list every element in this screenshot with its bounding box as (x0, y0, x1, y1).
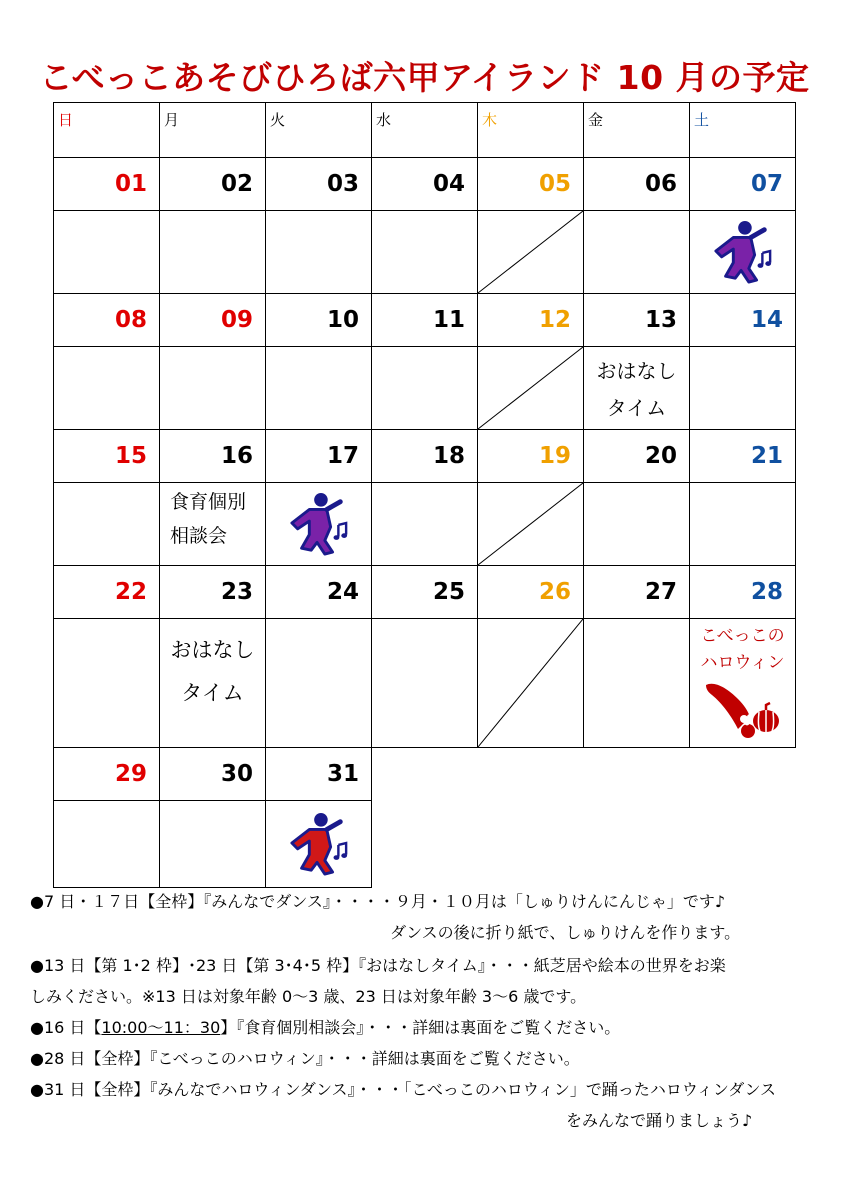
note-food (30, 1012, 820, 1043)
note-dance: ●7 日・１７日【全枠】『みんなでダンス』・・・・９月・１０月は「しゅりけんにんじゃ」です♪ (30, 892, 726, 911)
event-food-consultation (170, 485, 246, 553)
date-number: 08 (54, 294, 160, 347)
weekday-sat: 土 (690, 103, 796, 158)
date-number: 12 (478, 294, 584, 347)
weekday-sun: 日 (54, 103, 160, 158)
event-line: タイム (181, 681, 244, 705)
event-line: タイム (606, 396, 667, 420)
date-number: 03 (266, 158, 372, 211)
event-ohanashi-time (160, 629, 265, 715)
week-2-dates (54, 294, 796, 347)
date-number: 10 (266, 294, 372, 347)
week-4-dates (54, 566, 796, 619)
week-3-events (54, 483, 796, 566)
empty-cell (584, 801, 690, 888)
date-number: 29 (54, 748, 160, 801)
date-number: 11 (372, 294, 478, 347)
date-number: 19 (478, 430, 584, 483)
day-cell (372, 347, 478, 430)
day-cell (160, 347, 266, 430)
date-number: 02 (160, 158, 266, 211)
date-number: 27 (584, 566, 690, 619)
empty-cell (478, 748, 584, 801)
day-cell (54, 347, 160, 430)
note-dance-cont: ダンスの後に折り紙で、しゅりけんを作ります。 (390, 923, 741, 942)
event-line: 食育個別 (170, 491, 247, 513)
week-5-dates (54, 748, 796, 801)
date-number: 07 (690, 158, 796, 211)
date-number: 05 (478, 158, 584, 211)
empty-cell (690, 801, 796, 888)
weekday-header-row (54, 103, 796, 158)
date-number: 25 (372, 566, 478, 619)
week-3-dates (54, 430, 796, 483)
empty-cell (690, 748, 796, 801)
date-number: 18 (372, 430, 478, 483)
weekday-mon: 月 (160, 103, 266, 158)
date-number: 01 (54, 158, 160, 211)
event-line: おはなし (596, 359, 677, 383)
date-number: 30 (160, 748, 266, 801)
week-2-events (54, 347, 796, 430)
date-number: 31 (266, 748, 372, 801)
note-food-prefix: ●16 日【 (30, 1018, 102, 1037)
empty-cell (478, 801, 584, 888)
note-halloween: ●28 日【全枠】『こべっこのハロウィン』・・・詳細は裏面をご覧ください。 (30, 1049, 580, 1068)
date-number: 23 (160, 566, 266, 619)
dancing-person-icon (288, 492, 350, 556)
date-number: 26 (478, 566, 584, 619)
day-cell (54, 483, 160, 566)
day-cell (266, 347, 372, 430)
event-line: 相談会 (170, 525, 228, 547)
note-halloween-dance: ●31 日【全枠】『みんなでハロウィンダンス』・・・「こべっこのハロウィン」で踊ったハロウィンダンス (30, 1080, 776, 1099)
weekday-tue: 火 (266, 103, 372, 158)
date-number: 28 (690, 566, 796, 619)
weekday-fri: 金 (584, 103, 690, 158)
day-cell (372, 483, 478, 566)
day-cell (584, 483, 690, 566)
empty-cell (372, 748, 478, 801)
closed-slash (478, 347, 583, 429)
date-number: 09 (160, 294, 266, 347)
day-cell (690, 483, 796, 566)
dancing-person-icon (712, 220, 774, 284)
event-line: こべっこの (700, 626, 785, 646)
day-cell (584, 347, 690, 430)
day-cell (54, 619, 160, 748)
day-cell (266, 619, 372, 748)
note-food-suffix: 】『食育個別相談会』・・・詳細は裏面をご覧ください。 (220, 1018, 621, 1037)
event-ohanashi-time (584, 353, 689, 427)
week-1-dates (54, 158, 796, 211)
day-cell (584, 211, 690, 294)
date-number: 16 (160, 430, 266, 483)
date-number: 13 (584, 294, 690, 347)
date-number: 06 (584, 158, 690, 211)
date-number: 04 (372, 158, 478, 211)
closed-day-cell (478, 211, 584, 294)
cornucopia-pumpkin-icon (704, 677, 782, 739)
date-number: 20 (584, 430, 690, 483)
day-cell (160, 211, 266, 294)
day-cell (372, 619, 478, 748)
closed-slash (478, 619, 583, 747)
weekday-wed: 水 (372, 103, 478, 158)
week-4-events (54, 619, 796, 748)
day-cell (160, 483, 266, 566)
note-ohanashi-cont: しみください。※13 日は対象年齢 0～3 歳、23 日は対象年齢 3～6 歳です。 (30, 987, 587, 1006)
date-number: 24 (266, 566, 372, 619)
date-number: 21 (690, 430, 796, 483)
day-cell (372, 211, 478, 294)
day-cell (584, 619, 690, 748)
day-cell (690, 347, 796, 430)
closed-day-cell (478, 483, 584, 566)
date-number: 15 (54, 430, 160, 483)
weekday-thu: 木 (478, 103, 584, 158)
note-ohanashi: ●13 日【第 1･2 枠】･23 日【第 3･4･5 枠】『おはなしタイム』・・・紙芝居や絵本の世界をお楽 (30, 956, 726, 975)
day-cell (266, 801, 372, 888)
dancing-person-icon (288, 812, 350, 876)
empty-cell (584, 748, 690, 801)
date-number: 17 (266, 430, 372, 483)
closed-slash (478, 483, 583, 565)
notes-section (30, 886, 820, 1136)
empty-cell (372, 801, 478, 888)
closed-slash (478, 211, 583, 293)
note-halloween-dance-cont: をみんなで踊りましょう♪ (566, 1111, 753, 1130)
day-cell (54, 211, 160, 294)
page-title: こべっこあそびひろば六甲アイランド 10 月の予定 (39, 58, 810, 97)
week-5-events (54, 801, 796, 888)
event-halloween (690, 623, 795, 677)
day-cell (266, 483, 372, 566)
day-cell (690, 211, 796, 294)
calendar-table (53, 102, 796, 888)
day-cell (266, 211, 372, 294)
day-cell (160, 801, 266, 888)
day-cell (160, 619, 266, 748)
closed-day-cell (478, 347, 584, 430)
closed-day-cell (478, 619, 584, 748)
day-cell (690, 619, 796, 748)
day-cell (54, 801, 160, 888)
event-line: おはなし (170, 638, 255, 662)
date-number: 22 (54, 566, 160, 619)
event-line: ハロウィン (700, 653, 785, 673)
note-food-time: 10:00～11：30 (101, 1018, 221, 1037)
week-1-events (54, 211, 796, 294)
date-number: 14 (690, 294, 796, 347)
